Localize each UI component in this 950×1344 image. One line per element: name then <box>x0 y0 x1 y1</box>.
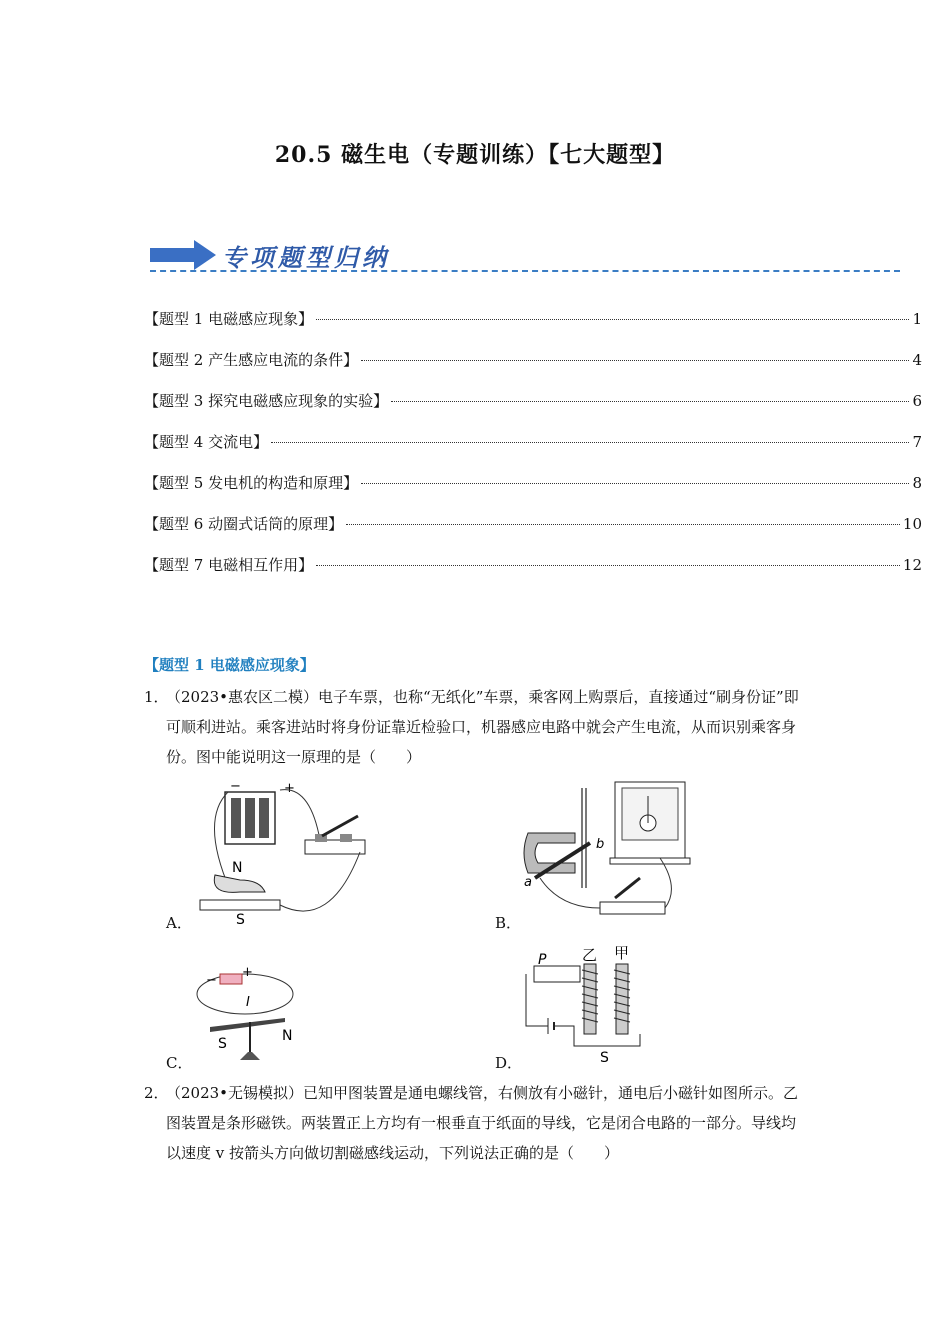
fig-c-i: I <box>246 995 250 1010</box>
figure-a <box>190 780 390 930</box>
toc-item[interactable]: 【题型 2 产生感应电流的条件】 4 <box>144 351 922 369</box>
page-title: 20.5 磁生电（专题训练）【七大题型】 <box>274 142 676 168</box>
figure-c <box>190 962 340 1070</box>
question-number: 2． <box>144 1084 169 1102</box>
question-text: （2023•惠农区二模）电子车票，也称“无纸化”车票，乘客网上购票后，直接通过“刷身份证”即可顺利进站。乘客进站时将身份证靠近检验口，机器感应电路中就会产生电流，从而识别乘客身份。图中能说明这一原理的是（ ） <box>166 688 799 766</box>
section-banner <box>150 238 900 274</box>
toc-item[interactable]: 【题型 1 电磁感应现象】 1 <box>144 310 922 328</box>
fig-a-plus: + <box>284 781 295 796</box>
toc-item[interactable]: 【题型 6 动圈式话筒的原理】 10 <box>144 515 922 533</box>
option-d[interactable]: D． <box>495 1054 523 1072</box>
question-number: 1． <box>144 688 169 706</box>
fig-a-s: S <box>236 912 245 928</box>
option-a[interactable]: A． <box>166 914 192 932</box>
fig-b-a: a <box>524 875 532 890</box>
fig-d-p: P <box>538 952 547 968</box>
fig-d-s: S <box>600 1050 609 1066</box>
question-text: （2023•无锡模拟）已知甲图装置是通电螺线管，右侧放有小磁针，通电后小磁针如图所示。乙图装置是条形磁铁。两装置正上方均有一根垂直于纸面的导线，它是闭合电路的一部分。导线均以速度 v 按箭头方向做切割磁感线运动，下列说法正确的是（ ） <box>166 1084 799 1162</box>
table-of-contents <box>144 308 922 595</box>
banner-divider <box>150 270 900 272</box>
toc-item[interactable]: 【题型 5 发电机的构造和原理】 8 <box>144 474 922 492</box>
fig-c-n: N <box>282 1028 293 1044</box>
fig-a-minus: − <box>230 780 241 794</box>
banner-title: 专项题型归纳 <box>222 243 390 272</box>
fig-d-jia: 甲 <box>614 944 630 962</box>
arrow-icon <box>150 240 220 270</box>
fig-c-plus: + <box>242 965 253 980</box>
figure-d <box>520 940 650 1070</box>
figure-b <box>520 778 700 930</box>
section-heading: 【题型 1 电磁感应现象】 <box>144 656 315 674</box>
option-c[interactable]: C． <box>166 1054 193 1072</box>
toc-item[interactable]: 【题型 4 交流电】 7 <box>144 433 922 451</box>
fig-c-s: S <box>218 1036 227 1052</box>
fig-d-yi: 乙 <box>582 946 598 964</box>
option-b[interactable]: B． <box>495 914 522 932</box>
fig-c-minus: − <box>206 973 217 988</box>
question-2 <box>144 1078 809 1168</box>
fig-a-n: N <box>232 860 243 876</box>
toc-item[interactable]: 【题型 3 探究电磁感应现象的实验】 6 <box>144 392 922 410</box>
toc-item[interactable]: 【题型 7 电磁相互作用】 12 <box>144 556 922 574</box>
fig-b-b: b <box>596 837 605 852</box>
question-1 <box>144 682 809 772</box>
